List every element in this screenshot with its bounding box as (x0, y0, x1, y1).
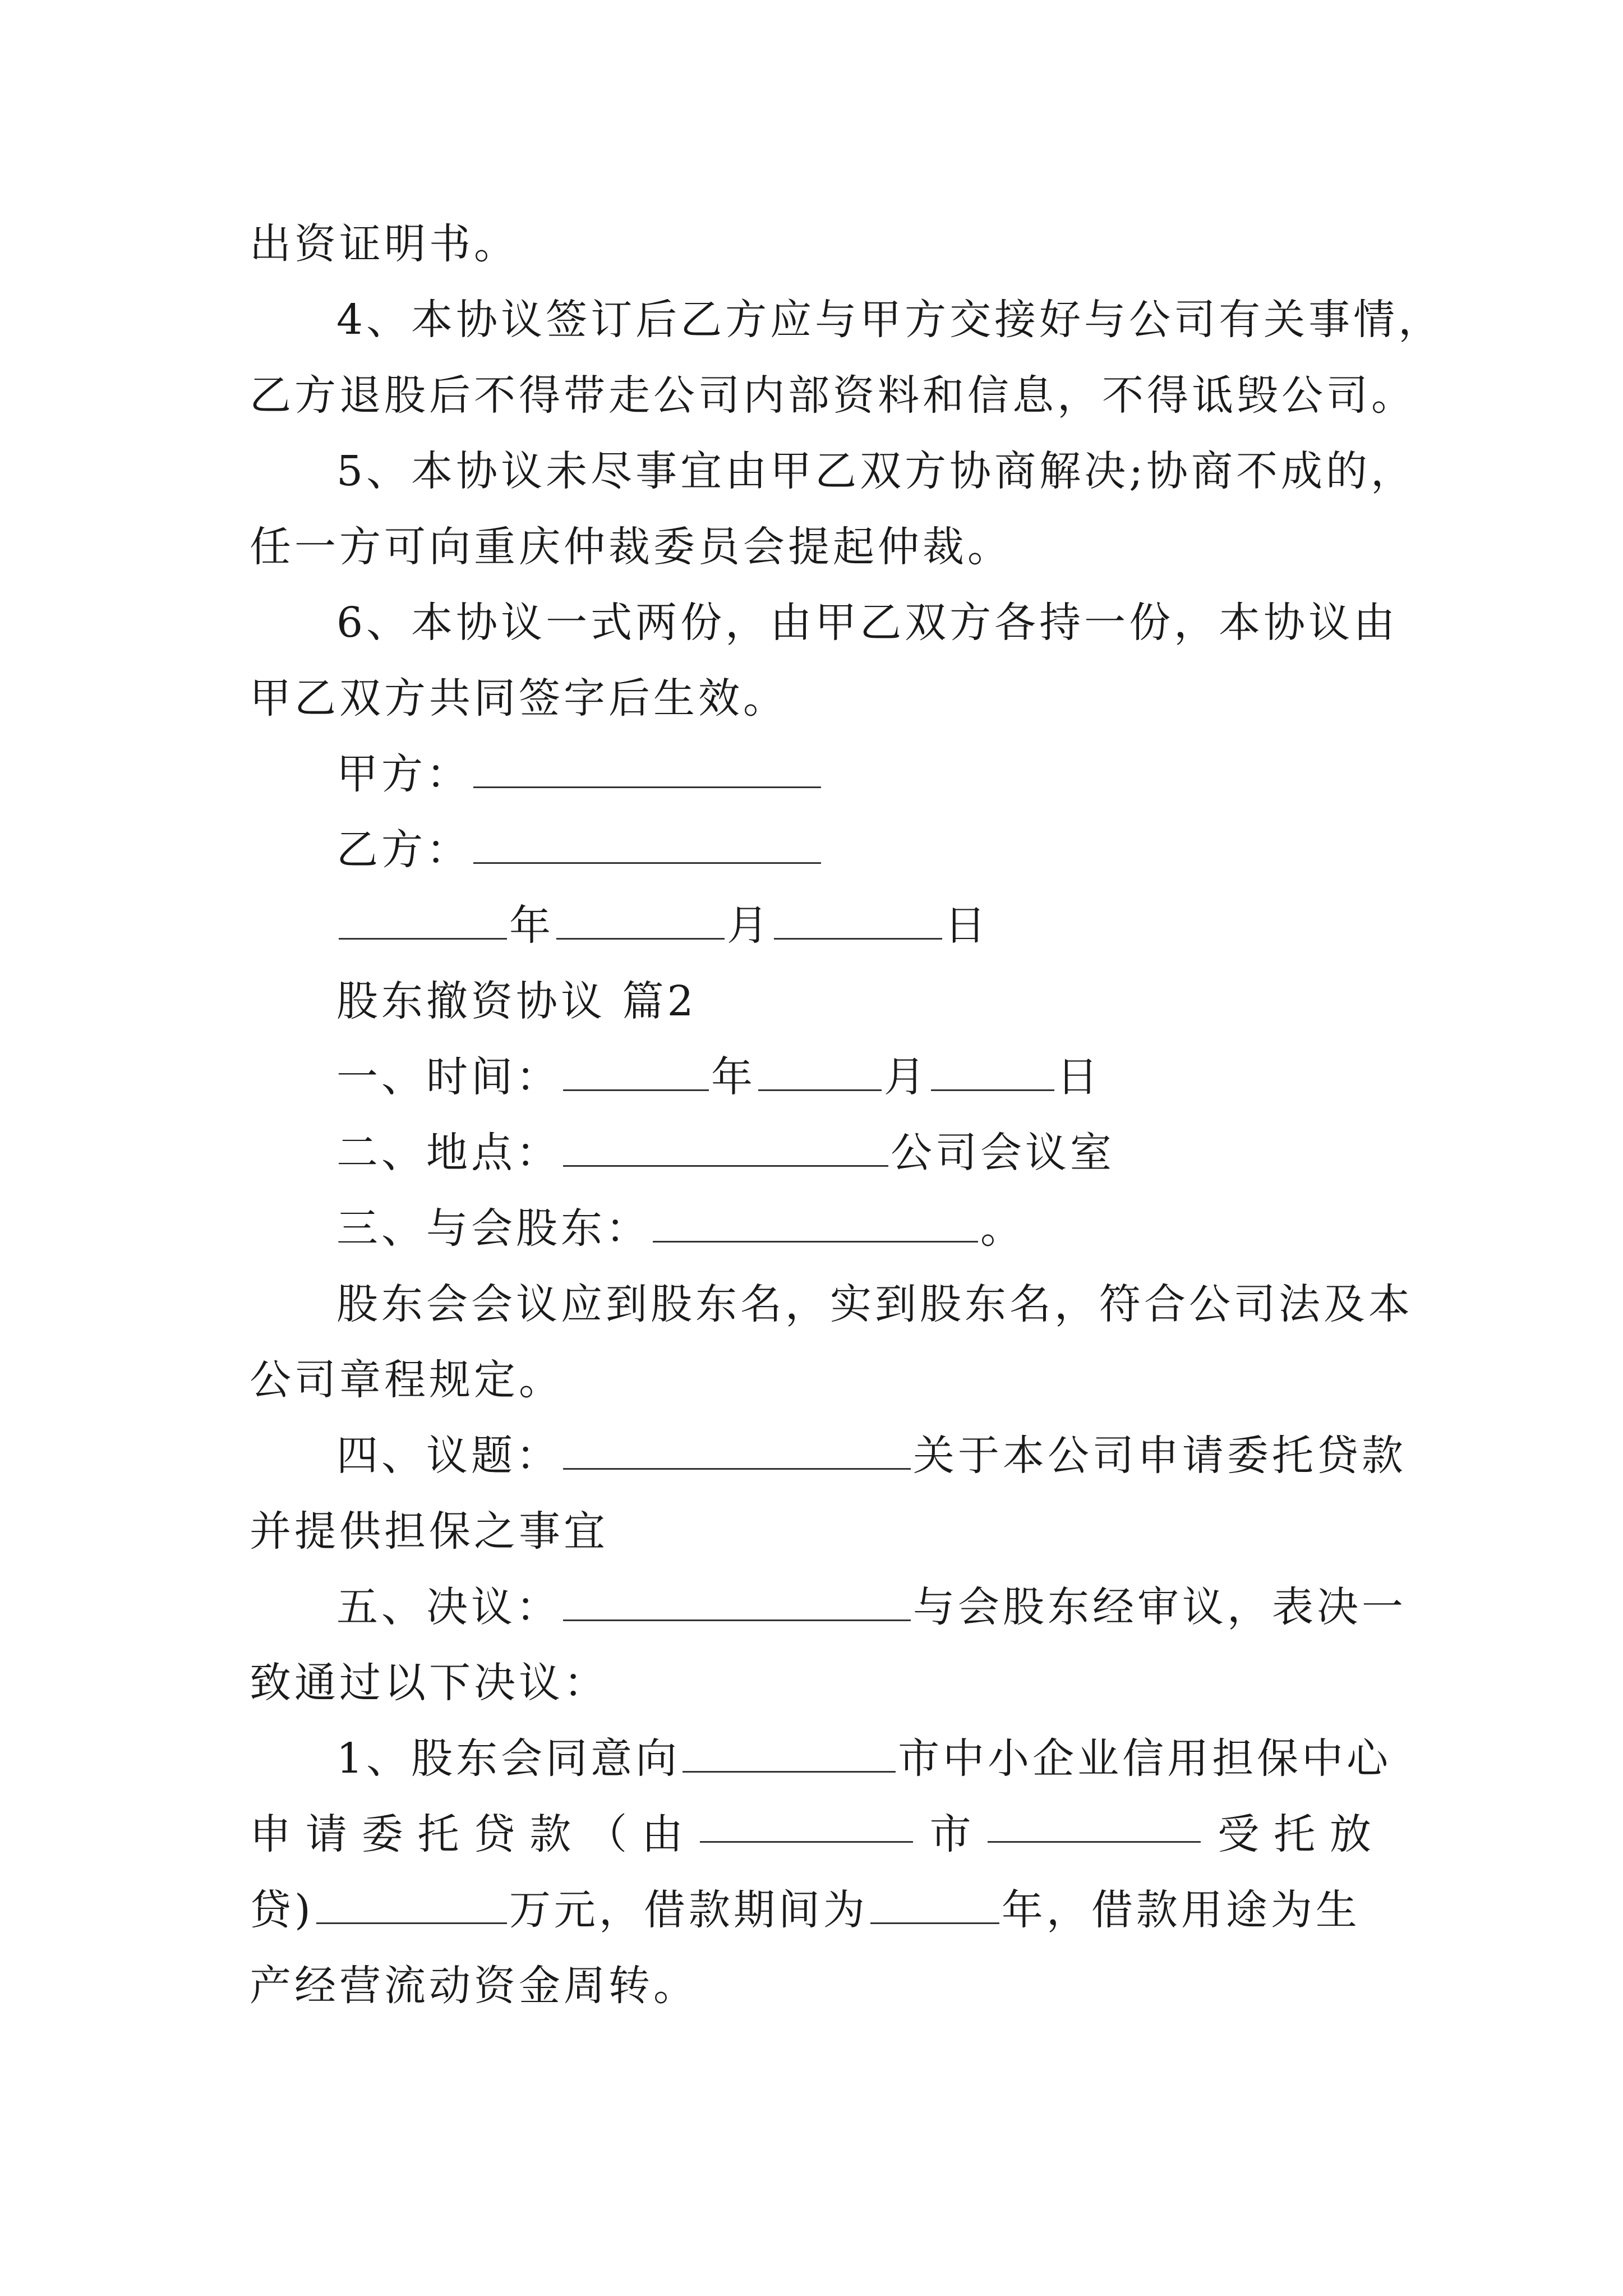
place-suffix: 公司会议室 (891, 1129, 1115, 1177)
topic-blank[interactable] (563, 1433, 911, 1470)
char: （ (585, 1810, 628, 1858)
month-label: 月 (727, 901, 772, 950)
day-label: 日 (944, 901, 989, 950)
day-blank[interactable] (774, 903, 942, 940)
amount-blank[interactable] (316, 1888, 507, 1924)
resolution-label: 五、决议： (336, 1583, 561, 1631)
time-day-label: 日 (1057, 1053, 1101, 1101)
lender-blank[interactable] (700, 1806, 913, 1843)
paragraph-line: 4、本协议签订后乙方应与甲方交接好与公司有关事情， (336, 296, 1444, 344)
resolution-item-line-justified (250, 1806, 1371, 1862)
attendees-label: 三、与会股东： (336, 1204, 651, 1253)
resolution-line (336, 1579, 1407, 1635)
resolution-suffix: 与会股东经审议，表决一 (913, 1583, 1407, 1631)
item-prefix: 1、股东会同意向 (336, 1734, 681, 1783)
char: 放 (1329, 1810, 1371, 1858)
loan-amount-line (250, 1882, 1361, 1938)
paragraph-line: 公司章程规定。 (250, 1356, 564, 1404)
loan-prefix: 贷) (250, 1886, 314, 1934)
attendees-blank[interactable] (653, 1206, 978, 1243)
paragraph-line: 股东会会议应到股东名，实到股东名，符合公司法及本 (336, 1280, 1413, 1328)
paragraph-line: 并提供担保之事宜 (250, 1507, 608, 1556)
paragraph-line: 任一方可向重庆仲裁委员会提起仲裁。 (250, 523, 1012, 571)
month-blank[interactable] (556, 903, 725, 940)
item-suffix: 市中小企业信用担保中心 (898, 1734, 1392, 1783)
char: 请 (305, 1810, 347, 1858)
paragraph-line: 出资证明书。 (250, 220, 519, 268)
year-label: 年 (509, 901, 554, 950)
loan-mid: 万元，借款期间为 (509, 1886, 868, 1934)
paragraph-line: 5、本协议未尽事宜由甲乙双方协商解决;协商不成的， (336, 447, 1416, 495)
paragraph-line: 产经营流动资金周转。 (250, 1962, 698, 2010)
topic-label: 四、议题： (336, 1432, 561, 1480)
period-blank[interactable] (870, 1888, 999, 1924)
place-blank[interactable] (563, 1130, 888, 1167)
place-line (336, 1125, 1115, 1181)
char: 委 (361, 1810, 403, 1858)
agent-blank[interactable] (988, 1806, 1201, 1843)
time-day-blank[interactable] (931, 1055, 1054, 1091)
party-a-label: 甲方： (336, 750, 471, 798)
topic-line (336, 1428, 1407, 1484)
place-label: 二、地点： (336, 1129, 561, 1177)
time-month-label: 月 (884, 1053, 929, 1101)
loan-suffix: 年，借款用途为生 (1001, 1886, 1361, 1934)
party-a-line (336, 746, 823, 802)
paragraph-line: 6、本协议一式两份，由甲乙双方各持一份，本协议由 (336, 599, 1399, 647)
char: 由 (641, 1810, 683, 1858)
paragraph-line: 致通过以下决议： (250, 1659, 608, 1707)
attendees-suffix: 。 (980, 1204, 1025, 1253)
resolution-item-line (336, 1731, 1391, 1787)
time-line (336, 1049, 1101, 1105)
char: 款 (529, 1810, 571, 1858)
char: 申 (250, 1810, 291, 1858)
time-year-label: 年 (711, 1053, 756, 1101)
section-title: 股东撤资协议 篇2 (336, 977, 697, 1025)
topic-suffix: 关于本公司申请委托贷款 (913, 1432, 1407, 1480)
time-year-blank[interactable] (563, 1055, 709, 1091)
party-b-line (336, 822, 823, 878)
paragraph-line: 甲乙双方共同签字后生效。 (250, 674, 788, 723)
char: 市 (929, 1810, 971, 1858)
char: 托 (417, 1810, 459, 1858)
resolution-blank[interactable] (563, 1585, 911, 1621)
time-label: 一、时间： (336, 1053, 561, 1101)
date-line (336, 898, 989, 954)
time-month-blank[interactable] (758, 1055, 882, 1091)
year-blank[interactable] (339, 903, 507, 940)
city-blank[interactable] (683, 1736, 896, 1773)
char: 受 (1218, 1810, 1260, 1858)
party-b-blank[interactable] (473, 827, 821, 864)
attendees-line (336, 1200, 1025, 1257)
paragraph-line: 乙方退股后不得带走公司内部资料和信息，不得诋毁公司。 (250, 371, 1416, 420)
party-a-blank[interactable] (473, 752, 821, 788)
char: 托 (1274, 1810, 1316, 1858)
party-b-label: 乙方： (336, 826, 471, 874)
char: 贷 (473, 1810, 515, 1858)
